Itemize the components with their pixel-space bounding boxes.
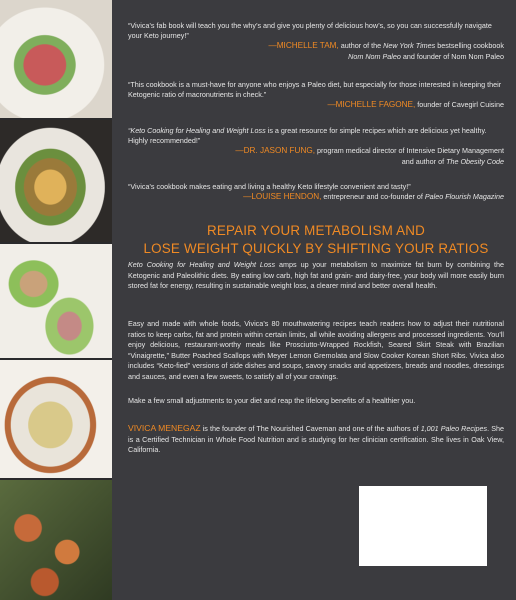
quote-author: —DR. JASON FUNG, <box>235 146 316 156</box>
quote-role-em: Paleo Flourish Magazine <box>424 192 504 202</box>
quote-role: founder of Cavegirl Cuisine <box>415 100 504 110</box>
quote-attribution <box>128 146 504 166</box>
headline-line-2: LOSE WEIGHT QUICKLY BY SHIFTING YOUR RATIOS <box>143 241 489 256</box>
description-paragraph <box>128 260 504 292</box>
quote-role: bestselling cookbook <box>435 41 504 51</box>
testimonial-quote <box>128 182 504 202</box>
food-photo-strip <box>0 0 112 600</box>
bio-book-title: 1,001 Paleo Recipes <box>420 424 488 433</box>
description-paragraph: Easy and made with whole foods, Vivica’s 80 mouthwatering recipes teach readers how to adjust their nutritional ratios to keep carbs, fat and protein within certain limits, all while avoiding allergens and processed ingredients. You’ll enjoy delicious, restaurant-worthy meals like Prosciutto-Wrapped Rockfish, Seared Skirt Steak with Brazilian “Vinaigrette,” Butter Poached Scallops with Meyer Lemon Gremolata and Slow Cooker Korean Short Ribs. Vivica also includes “Keto-fied” versions of side dishes and soups, savory snacks and appetizers, breads and noodles, dressings and sauces, and even a few sweets, to satisfy all of your cravings. <box>128 319 504 381</box>
quote-role: author of the <box>338 41 384 51</box>
author-bio <box>128 423 504 456</box>
quote-attribution <box>128 100 504 110</box>
cover-headline <box>128 222 504 258</box>
quote-text <box>128 126 504 146</box>
steak-salad-photo <box>0 0 112 118</box>
quote-text: “Vivica’s cookbook makes eating and living a healthy Keto lifestyle convenient and tasty!” <box>128 182 411 191</box>
quote-role-em: The Obesity Code <box>446 156 504 166</box>
quote-role: and author of <box>401 156 447 166</box>
headline-line-1: REPAIR YOUR METABOLISM AND <box>206 223 425 238</box>
quote-text-em: “Keto Cooking for Healing and Weight Loss <box>128 126 266 135</box>
quote-role: and founder of Nom Nom Paleo <box>400 51 504 61</box>
bio-text: is the founder of The Nourished Caveman and one of the authors of <box>200 424 421 433</box>
bio-text: . She is a Certified Technician in Whole Food Nutrition and is studying for her clinician certification. She lives in Oak View, California. <box>128 424 504 455</box>
testimonial-quote <box>128 21 504 62</box>
quote-role-em: New York Times <box>383 41 436 51</box>
quote-role-em: Nom Nom Paleo <box>348 51 401 61</box>
quote-attribution <box>128 192 504 202</box>
testimonial-quote <box>128 80 504 111</box>
book-title-em: Keto Cooking for Healing and Weight Loss <box>128 260 276 269</box>
quote-role: program medical director of Intensive Dietary Management <box>315 146 504 156</box>
quote-author: —MICHELLE FAGONE, <box>327 100 416 110</box>
soup-bowl-photo <box>0 360 112 478</box>
quote-text: “Vivica’s fab book will teach you the why’s and give you plenty of delicious how’s, so you can successfully navigate your Keto journey!” <box>128 21 492 41</box>
paragraph-text: amps up your metabolism to maximize fat burn by combining the Ketogenic and Paleolithic diets. By eating low carb, high fat and grain- and dairy-free, your body will more easily burn stored fat for energy, resulting in sustainable weight loss, a clearer mind and better overall health. <box>128 260 504 291</box>
quote-attribution <box>128 41 504 61</box>
quote-text-rest: is a great resource for simple recipes which are delicious yet healthy. Highly recommended!” <box>128 126 487 146</box>
barcode-box <box>359 486 487 566</box>
quote-author: —LOUISE HENDON, <box>243 192 322 202</box>
description-paragraph: Make a few small adjustments to your diet and reap the lifelong benefits of a healthier you. <box>128 396 416 405</box>
testimonial-quote <box>128 126 504 167</box>
stuffed-vegetables-photo <box>0 480 112 600</box>
quote-role: entrepreneur and co-founder of <box>321 192 425 202</box>
lettuce-wraps-photo <box>0 244 112 358</box>
quote-author: —MICHELLE TAM, <box>268 41 339 51</box>
fish-plate-photo <box>0 120 112 242</box>
author-name: VIVICA MENEGAZ <box>128 423 201 433</box>
quote-text: “This cookbook is a must-have for anyone who enjoys a Paleo diet, but especially for those interested in keeping their Ketogenic ratio of macronutrients in check.” <box>128 80 502 100</box>
